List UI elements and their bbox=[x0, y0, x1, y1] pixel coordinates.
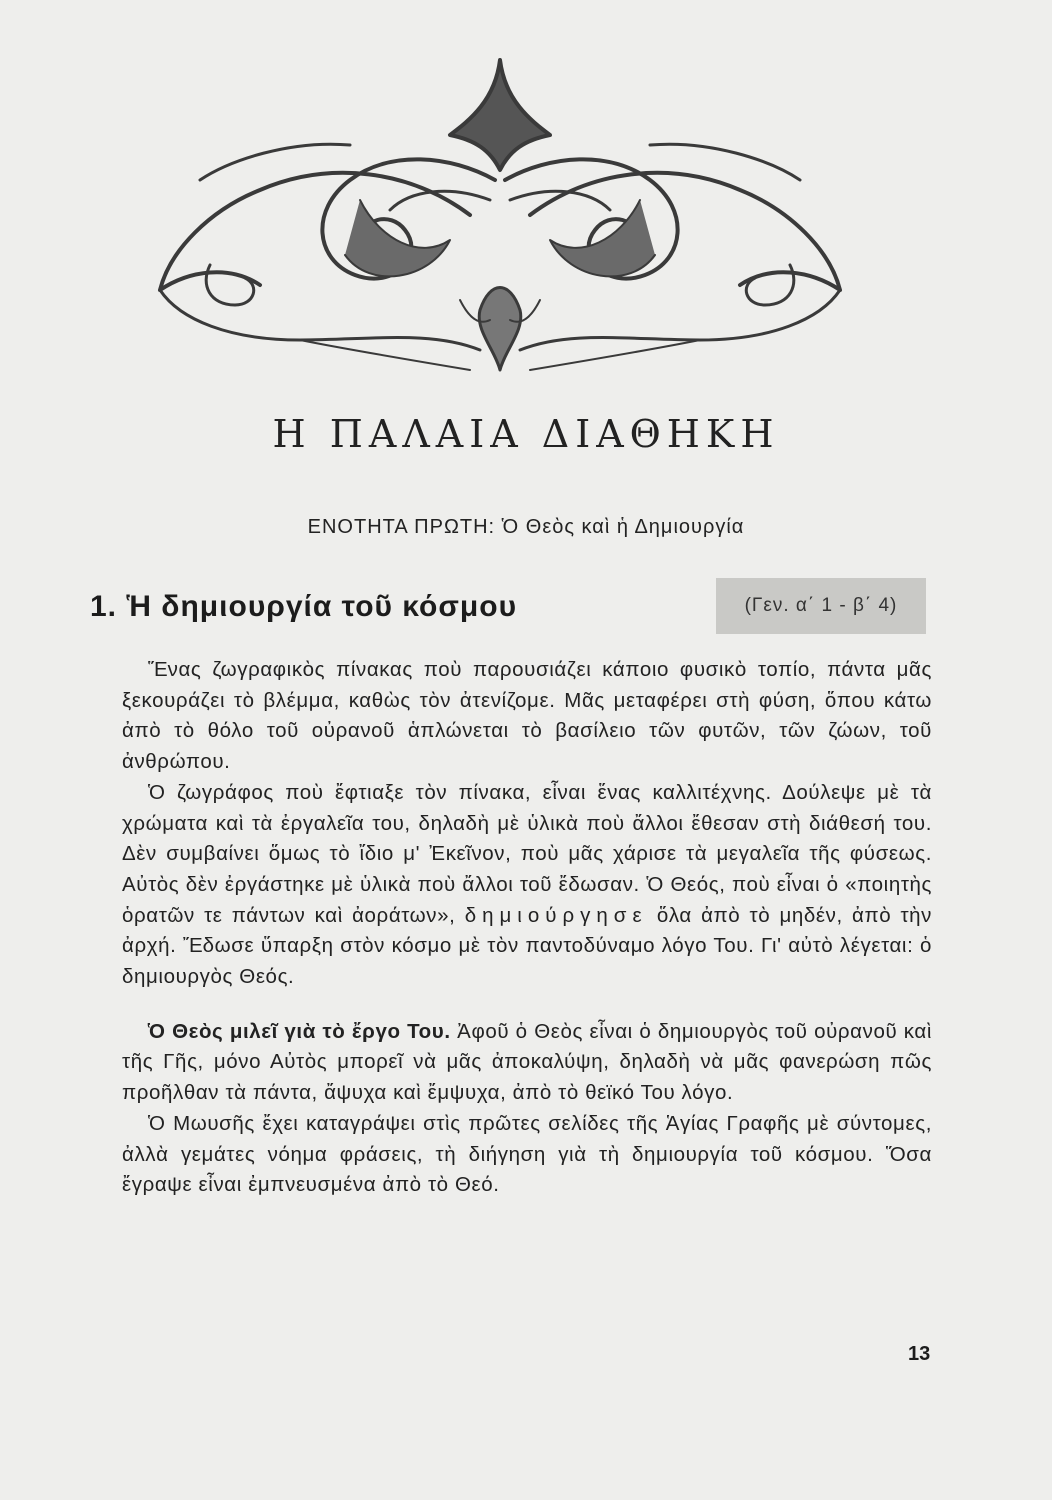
unit-title: ΕΝΟΤΗΤΑ ΠΡΩΤΗ: Ὁ Θεὸς καὶ ἡ Δημιουργία bbox=[307, 516, 745, 538]
emphasized-word: δημιούργησε bbox=[464, 903, 648, 927]
paragraph-2 bbox=[122, 778, 932, 993]
body-text bbox=[122, 655, 932, 1201]
paragraph-4: Ὁ Μωυσῆς ἔχει καταγράψει στὶς πρῶτες σελίδες τῆς Ἁγίας Γραφῆς μὲ σύντομες, ἀλλὰ γεμάτες νόημα φράσεις, τὴ διήγηση γιὰ τὴ δημιουργία τοῦ κόσμου. Ὅσα ἔγραψε εἶναι ἐμπνευσμένα ἀπὸ τὸ Θεό. bbox=[122, 1111, 932, 1197]
decorative-ornament-icon bbox=[150, 50, 850, 380]
paragraph-2-part-1: Ὁ ζωγράφος ποὺ ἔφτιαξε τὸν πίνακα, εἶναι ἕνας καλλιτέχνης. Δούλεψε μὲ τὰ χρώματα καὶ τὰ ἐργαλεῖα του, δηλαδὴ μὲ ὑλικὰ ποὺ ἄλλοι ἔθεσαν στὴ διάθεσή του. Δὲν συμβαίνει ὅμως τὸ ἴδιο μ' Ἐκεῖνον, ποὺ μᾶς χάρισε τὰ μεγαλεῖα τῆς φύσεως. Αὐτὸς δὲν ἐργάστηκε μὲ ὑλικὰ ποὺ ἄλλοι τοῦ ἔδωσαν. Ὁ Θεός, ποὺ εἶναι ὁ «ποιητὴς ὁρατῶν τε πάντων καὶ ἀοράτων», bbox=[122, 780, 932, 927]
paragraph-3-heading: Ὁ Θεὸς μιλεῖ γιὰ τὸ ἔργο Του. bbox=[148, 1019, 451, 1043]
page-number: 13 bbox=[908, 1343, 931, 1365]
book-title: Η ΠΑΛΑΙΑ ΔΙΑΘΗΚΗ bbox=[272, 412, 780, 456]
paragraph-2-part-2: ὅλα ἀπὸ τὸ μηδέν, ἀπὸ τὴν ἀρχή. Ἔδωσε ὕπαρξη στὸν κόσμο μὲ τὸν παντοδύναμο λόγο Του. Γι' αὐτὸ λέγεται: ὁ δημιουργὸς Θεός. bbox=[122, 903, 933, 989]
scripture-reference: (Γεν. α΄ 1 - β΄ 4) bbox=[716, 578, 926, 634]
paragraph-3 bbox=[122, 1017, 932, 1109]
paragraph-1: Ἕνας ζωγραφικὸς πίνακας ποὺ παρουσιάζει κάποιο φυσικὸ τοπίο, πάντα μᾶς ξεκουράζει τὸ βλέμμα, καθὼς τὸν ἀτενίζομε. Μᾶς μεταφέρει στὴ φύση, ὅπου κάτω ἀπὸ τὸ θόλο τοῦ οὐρανοῦ ἁπλώνεται τὸ βασίλειο τῶν φυτῶν, τῶν ζώων, τοῦ ἀνθρώπου. bbox=[122, 658, 932, 774]
chapter-title: 1. Ἡ δημιουργία τοῦ κόσμου bbox=[90, 590, 518, 623]
paragraph-3-text: Ἀφοῦ ὁ Θεὸς εἶναι ὁ δημιουργὸς τοῦ οὐρανοῦ καὶ τῆς Γῆς, μόνο Αὐτὸς μπορεῖ νὰ μᾶς ἀποκαλύψη, δηλαδὴ νὰ μᾶς φανερώση πῶς προῆλθαν τὰ πάντα, ἄψυχα καὶ ἔμψυχα, ἀπὸ τὸ θεϊκό Του λόγο. bbox=[122, 1019, 933, 1105]
